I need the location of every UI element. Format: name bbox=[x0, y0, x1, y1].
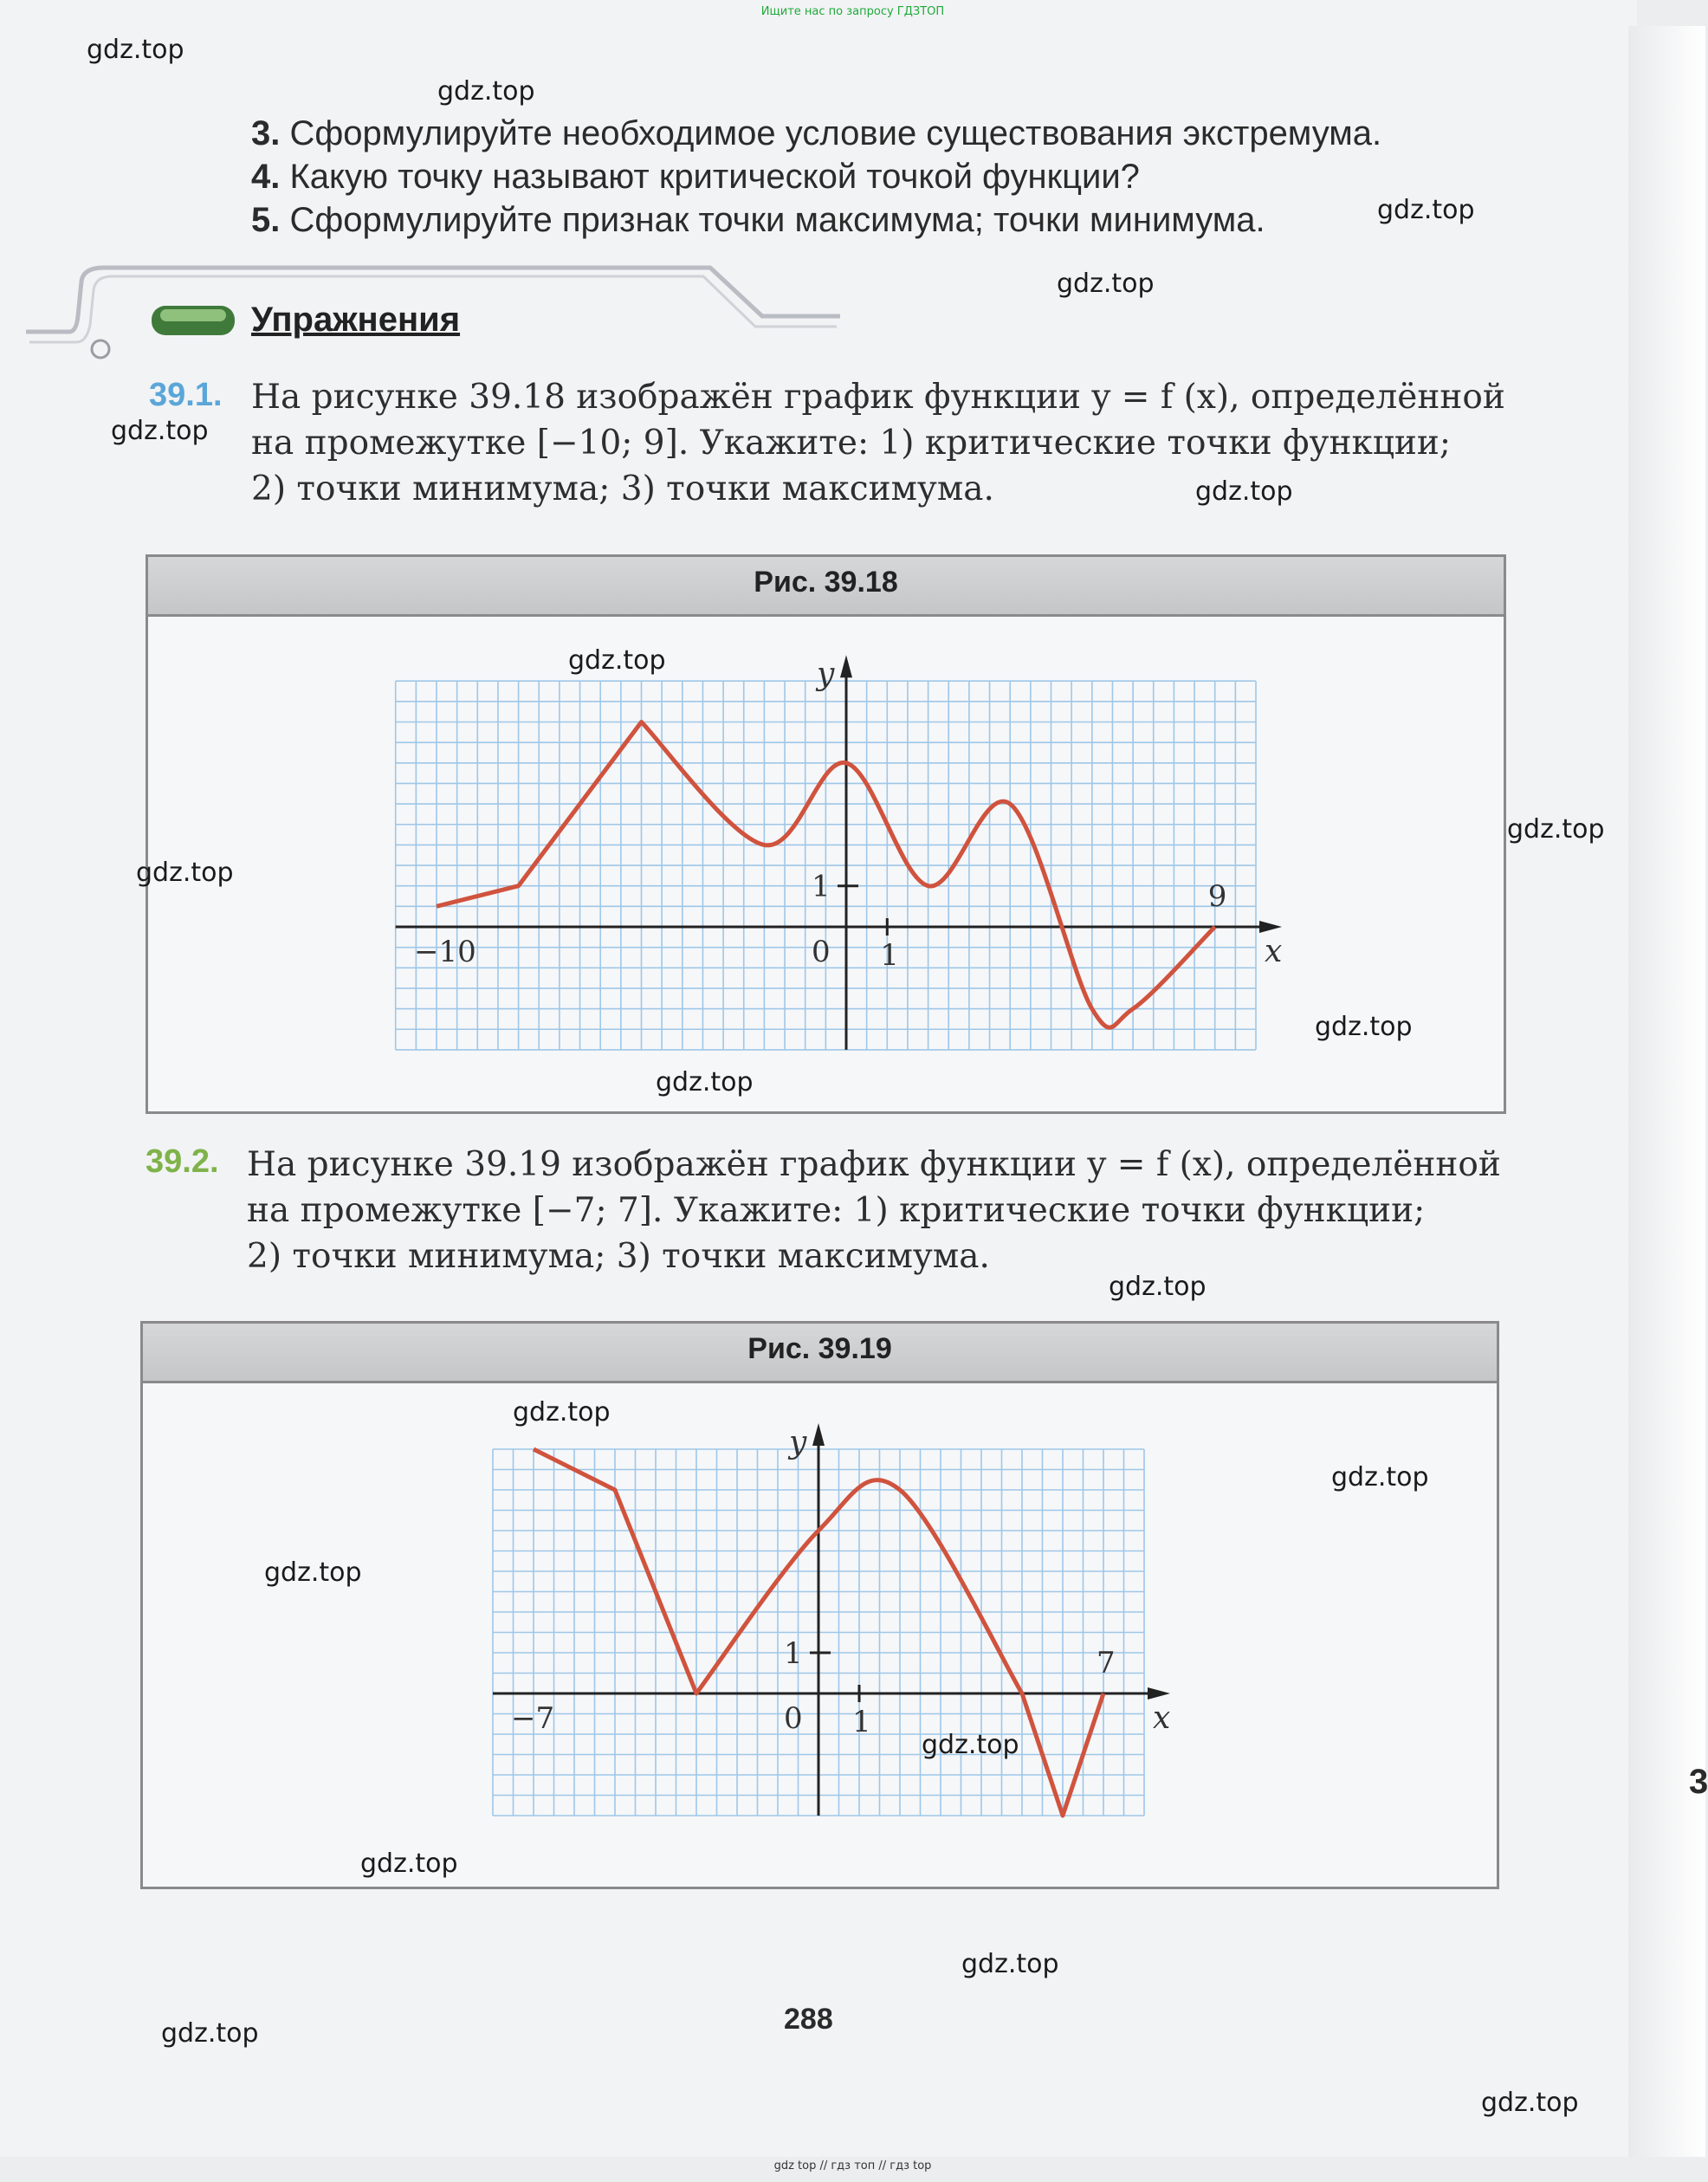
x-axis-arrow bbox=[1148, 1687, 1170, 1700]
task-text-line: На рисунке 39.18 изображён график функции y = f (x), определённой bbox=[251, 378, 1505, 417]
top-note: Ищите нас по запросу ГДЗТОП bbox=[760, 5, 945, 18]
y-axis-label: y bbox=[789, 1425, 807, 1460]
x-axis-arrow bbox=[1259, 921, 1282, 933]
figure-title: Рис. 39.18 bbox=[754, 566, 898, 599]
watermark: gdz.top bbox=[1377, 195, 1475, 225]
task-number: 39.2. bbox=[146, 1143, 219, 1180]
watermark: gdz.top bbox=[360, 1849, 458, 1879]
y-axis-arrow bbox=[812, 1423, 825, 1446]
watermark: gdz.top bbox=[437, 76, 535, 107]
watermark: gdz.top bbox=[961, 1949, 1059, 1979]
question-4 bbox=[251, 158, 1140, 197]
question-text: Сформулируйте признак точки максимума; точки минимума. bbox=[289, 201, 1265, 239]
y-axis-arrow bbox=[840, 655, 852, 677]
origin-label: 0 bbox=[784, 1701, 803, 1736]
question-text: Какую точку называют критической точкой функции? bbox=[289, 158, 1140, 196]
x-axis-label: x bbox=[1153, 1700, 1171, 1736]
x-tick-label: −10 bbox=[414, 935, 476, 969]
watermark: gdz.top bbox=[136, 858, 234, 888]
y-axis-label: y bbox=[817, 657, 835, 693]
next-page-edge bbox=[1628, 26, 1705, 2157]
x-tick-label: −7 bbox=[511, 1701, 555, 1736]
watermark: gdz.top bbox=[513, 1397, 611, 1428]
figure-39-18 bbox=[146, 554, 1506, 1114]
question-3 bbox=[251, 114, 1381, 153]
bottom-note: gdz top // гдз топ // гдз top bbox=[773, 2159, 932, 2172]
y-tick-label: 1 bbox=[812, 869, 831, 904]
question-5 bbox=[251, 201, 1265, 240]
x-tick-label: 9 bbox=[1207, 879, 1227, 914]
origin-label: 0 bbox=[812, 935, 831, 969]
task-text-line: на промежутке [−7; 7]. Укажите: 1) критические точки функции; bbox=[247, 1191, 1426, 1230]
x-tick-label: 1 bbox=[852, 1705, 871, 1739]
page-number: 288 bbox=[784, 2003, 833, 2036]
exercises-title: Упражнения bbox=[251, 301, 461, 339]
question-number: 3. bbox=[251, 114, 281, 152]
watermark: gdz.top bbox=[568, 645, 666, 676]
figure-title: Рис. 39.19 bbox=[747, 1332, 892, 1365]
watermark: gdz.top bbox=[1109, 1272, 1207, 1302]
watermark: gdz.top bbox=[161, 2018, 259, 2049]
watermark: gdz.top bbox=[87, 35, 184, 65]
watermark: gdz.top bbox=[922, 1730, 1019, 1760]
task-text-line: На рисунке 39.19 изображён график функции y = f (x), определённой bbox=[247, 1145, 1501, 1184]
task-text-line: на промежутке [−10; 9]. Укажите: 1) критические точки функции; bbox=[251, 424, 1452, 463]
y-tick-label: 1 bbox=[784, 1636, 803, 1671]
x-axis-label: x bbox=[1265, 934, 1283, 969]
chart-39-19 bbox=[143, 1324, 1497, 1887]
question-number: 4. bbox=[251, 158, 281, 196]
next-page-edge-character: 3 bbox=[1689, 1763, 1708, 1801]
task-text-line: 2) точки минимума; 3) точки максимума. bbox=[247, 1237, 990, 1276]
watermark: gdz.top bbox=[1481, 2088, 1579, 2118]
x-tick-label: 7 bbox=[1097, 1646, 1116, 1680]
watermark: gdz.top bbox=[1507, 814, 1605, 845]
x-tick-label: 1 bbox=[880, 938, 899, 973]
task-number: 39.1. bbox=[149, 377, 223, 413]
watermark: gdz.top bbox=[656, 1067, 754, 1097]
question-text: Сформулируйте необходимое условие существования экстремума. bbox=[289, 114, 1382, 152]
figure-39-19 bbox=[140, 1321, 1499, 1889]
chart-39-18 bbox=[148, 557, 1504, 1111]
watermark: gdz.top bbox=[111, 416, 209, 446]
watermark: gdz.top bbox=[1195, 476, 1293, 507]
watermark: gdz.top bbox=[1315, 1012, 1413, 1042]
watermark: gdz.top bbox=[1057, 269, 1155, 299]
task-text-line: 2) точки минимума; 3) точки максимума. bbox=[251, 469, 994, 508]
watermark: gdz.top bbox=[264, 1557, 362, 1588]
watermark: gdz.top bbox=[1331, 1462, 1429, 1492]
question-number: 5. bbox=[251, 201, 281, 239]
